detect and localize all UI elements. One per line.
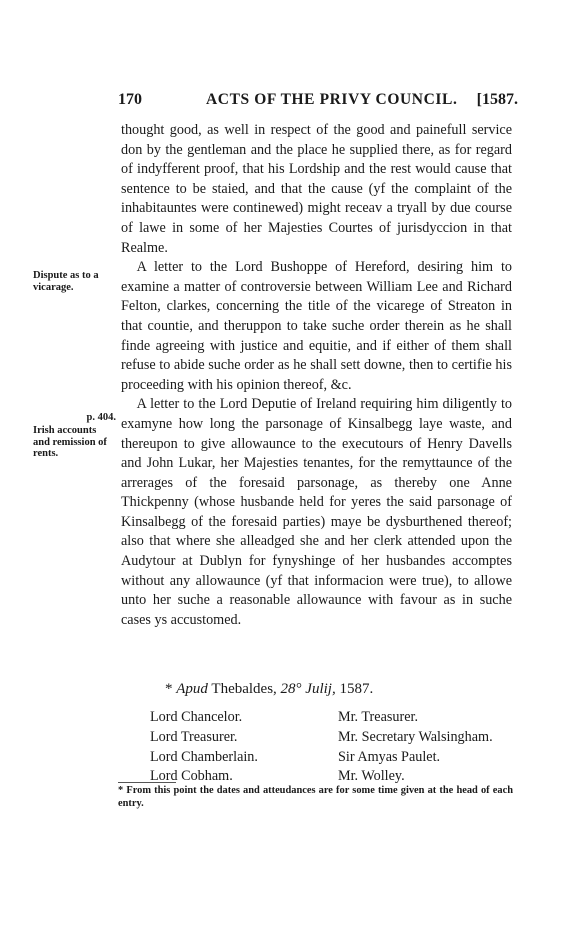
attendee: Mr. Treasurer. <box>338 709 419 725</box>
footnote: * From this point the dates and atteudances are for some time given at the head of each entry. <box>118 785 513 810</box>
attendee: Lord Chancelor. <box>150 709 243 725</box>
attendee: Lord Cobham. <box>150 768 233 785</box>
page-number: 170 <box>118 91 142 108</box>
header-year: [1587. <box>476 91 518 108</box>
meeting-apud: Apud <box>176 681 208 697</box>
margin-note-dispute: Dispute as to a vicarage. <box>33 270 99 293</box>
meeting-heading <box>165 681 373 698</box>
paragraph-ireland-letter: A letter to the Lord Deputie of Ireland requiring him diligently to examyne how long the parsonage of Kinsalbegg laye waste, and thereupon to give allowaunce to the executours of Henry Davells and John Lukar, her Majesties tenantes, for the remyttaunce of the arrerages of the foresaid parsonage, as thereby one Anne Thickpenny (whose husbande held for yeres the said parsonage of Kinsalbegg of the foresaid parties) maye be dysburthened thereof; also that where she alleadged she and her clerk attended upon the Audytour at Dublyn for fynyshinge of her husbandes accomptes without any allowaunce (yf that informacion were true), to allowe unto her suche a reasonable allowaunce with favour as in suche cases ys accustomed. <box>121 396 512 628</box>
attendee: Lord Treasurer. <box>150 728 238 745</box>
meeting-date: 28° Julij, <box>280 681 336 697</box>
paragraph-hereford-letter: A letter to the Lord Bushoppe of Hereford, desiring him to examine a matter of controversie between William Lee and Richard Felton, clarkes, concerning the title of the vicarege of Streaton in that countie, and theruppon to take suche order therein as he shall finde agreeing with justice and equitie, and if either of them shall refuse to abide suche order as he shall sett downe, then to certifie his proceeding with his opinion thereof, &c. <box>121 259 512 393</box>
paragraph-continuation: thought good, as well in respect of the good and painefull service don by the gentleman and the place he supplied there, as for regard of indyfferent proof, that his Lordship and the rest would cause that sentence to be staied, and that the cause (yf the complaint of the inhabitauntes were continewed) might receav a tryall by due course of lawe in some of her Majesties Courtes of jurisdyccion in that Realme. <box>121 122 512 256</box>
meeting-place: Thebaldes, <box>211 681 277 697</box>
running-title: ACTS OF THE PRIVY COUNCIL. <box>206 91 458 108</box>
attendee: Mr. Secretary Walsingham. <box>338 728 493 745</box>
footnote-divider <box>118 782 176 783</box>
attendance-right-column <box>338 708 493 787</box>
meeting-year: 1587. <box>339 681 374 697</box>
main-text <box>121 121 512 630</box>
margin-page-reference: p. 404. <box>86 412 116 423</box>
attendee: Mr. Wolley. <box>338 768 405 785</box>
attendee: Lord Chamberlain. <box>150 748 258 765</box>
page-header <box>118 91 518 113</box>
attendee: Sir Amyas Paulet. <box>338 748 441 765</box>
margin-note-irish-accounts: Irish accounts and remission of rents. <box>33 425 107 459</box>
attendance-left-column <box>150 708 258 787</box>
footnote-marker: * <box>165 681 173 697</box>
